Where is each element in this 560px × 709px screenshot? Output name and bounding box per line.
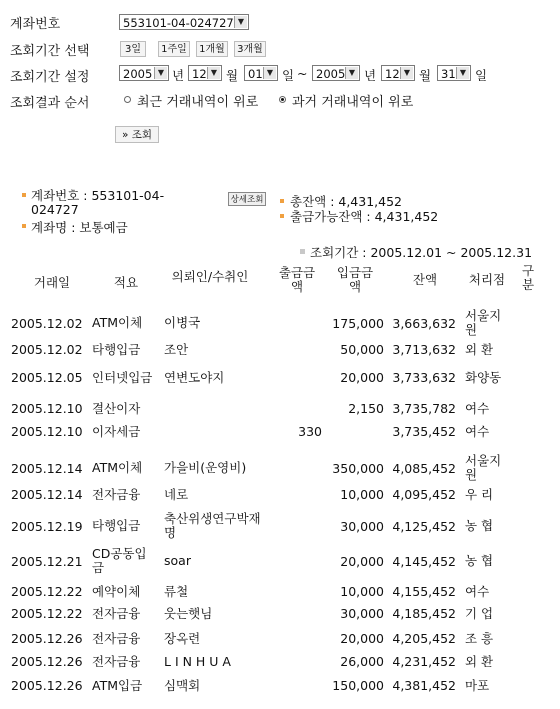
order-recent-label[interactable]: 최근 거래내역이 위로 xyxy=(137,95,259,110)
cell-date: 2005.12.02 xyxy=(11,342,83,357)
tilde-separator: ~ xyxy=(297,66,308,81)
cell-branch: 마포 xyxy=(465,678,490,693)
from-day-select[interactable] xyxy=(244,65,278,81)
cell-deposit: 50,000 xyxy=(340,342,384,357)
cell-balance: 4,095,452 xyxy=(392,487,456,502)
cell-deposit: 26,000 xyxy=(340,654,384,669)
cell-memo: 타행입금 xyxy=(92,518,141,533)
cell-party: 심맥회 xyxy=(164,678,201,693)
from-year-value: 2005 xyxy=(123,67,153,81)
cell-deposit: 20,000 xyxy=(340,631,384,646)
cell-balance: 4,231,452 xyxy=(392,654,456,669)
cell-party: 연변도야지 xyxy=(164,370,225,385)
period-set-label: 조회기간 설정 xyxy=(10,70,90,85)
cell-party: 축산위생연구박재명 xyxy=(164,511,261,540)
header-branch: 처리점 xyxy=(468,272,506,287)
cell-branch: 여수 xyxy=(465,424,490,439)
cell-branch: 서울지원 xyxy=(465,453,502,482)
cell-party: 네로 xyxy=(164,487,189,502)
cell-branch: 조 흥 xyxy=(465,631,494,646)
order-past-radio[interactable] xyxy=(279,96,286,103)
cell-date: 2005.12.14 xyxy=(11,461,83,476)
order-label: 조회결과 순서 xyxy=(10,96,90,111)
cell-balance: 4,205,452 xyxy=(392,631,456,646)
chevron-down-icon: ▼ xyxy=(456,67,469,79)
cell-memo: 전자금융 xyxy=(92,654,141,669)
cell-branch: 기 업 xyxy=(465,606,494,621)
to-year-unit: 년 xyxy=(364,68,377,83)
cell-date: 2005.12.10 xyxy=(11,401,83,416)
cell-date: 2005.12.22 xyxy=(11,606,83,621)
chevron-down-icon: ▼ xyxy=(263,67,276,79)
available-balance: 출금가능잔액 : 4,431,452 xyxy=(290,209,439,224)
to-day-value: 31 xyxy=(441,67,456,81)
chevron-down-icon: ▼ xyxy=(207,67,220,79)
period-1month-button[interactable]: 1개월 xyxy=(196,41,228,57)
account-number-info: 계좌번호 : 553101-04- xyxy=(31,188,165,203)
cell-deposit: 2,150 xyxy=(348,401,384,416)
header-date: 거래일 xyxy=(33,275,71,290)
cell-party: L I N H U A xyxy=(164,654,231,669)
cell-deposit: 150,000 xyxy=(332,678,384,693)
header-withdraw: 출금금액 xyxy=(278,265,316,294)
cell-balance: 4,125,452 xyxy=(392,519,456,534)
inquiry-period: 조회기간 : 2005.12.01 ~ 2005.12.31 xyxy=(310,245,533,260)
cell-branch: 여수 xyxy=(465,584,490,599)
cell-balance: 4,085,452 xyxy=(392,461,456,476)
to-year-value: 2005 xyxy=(316,67,346,81)
cell-memo: 이자세금 xyxy=(92,424,141,439)
to-month-value: 12 xyxy=(385,67,400,81)
period-3day-button[interactable]: 3일 xyxy=(120,41,146,57)
chevron-down-icon: ▼ xyxy=(234,16,247,28)
to-month-select[interactable] xyxy=(381,65,415,81)
bullet-icon xyxy=(22,193,26,197)
from-year-unit: 년 xyxy=(172,68,185,83)
cell-memo: ATM이체 xyxy=(92,460,143,475)
cell-deposit: 175,000 xyxy=(332,316,384,331)
header-balance: 잔액 xyxy=(412,272,438,287)
cell-memo: 예약이체 xyxy=(92,584,141,599)
period-1week-button[interactable]: 1주일 xyxy=(158,41,190,57)
cell-memo: 전자금융 xyxy=(92,631,141,646)
cell-memo: 결산이자 xyxy=(92,401,141,416)
square-bullet-icon xyxy=(300,249,305,254)
cell-balance: 4,155,452 xyxy=(392,584,456,599)
cell-balance: 4,145,452 xyxy=(392,554,456,569)
account-name-info: 계좌명 : 보통예금 xyxy=(31,220,128,235)
to-day-select[interactable] xyxy=(437,65,471,81)
cell-branch: 외 환 xyxy=(465,654,494,669)
to-year-select[interactable] xyxy=(312,65,360,81)
to-day-unit: 일 xyxy=(475,68,488,83)
chevron-down-icon: ▼ xyxy=(345,67,358,79)
cell-balance: 4,185,452 xyxy=(392,606,456,621)
cell-deposit: 20,000 xyxy=(340,370,384,385)
header-party: 의뢰인/수취인 xyxy=(171,269,249,284)
cell-branch: 여수 xyxy=(465,401,490,416)
from-month-unit: 월 xyxy=(226,68,239,83)
cell-party: 류철 xyxy=(164,584,189,599)
header-memo: 적요 xyxy=(113,275,139,290)
chevron-down-icon: ▼ xyxy=(154,67,167,79)
cell-deposit: 350,000 xyxy=(332,461,384,476)
cell-party: 장옥련 xyxy=(164,631,201,646)
cell-memo: 타행입금 xyxy=(92,342,141,357)
cell-party: soar xyxy=(164,553,191,568)
cell-branch: 농 협 xyxy=(465,553,494,568)
cell-branch: 서울지원 xyxy=(465,308,502,337)
from-day-unit: 일 xyxy=(282,68,295,83)
cell-memo: CD공동입금 xyxy=(92,546,147,575)
cell-date: 2005.12.22 xyxy=(11,584,83,599)
header-type: 구분 xyxy=(521,263,535,292)
cell-date: 2005.12.05 xyxy=(11,370,83,385)
account-select[interactable] xyxy=(119,14,249,30)
account-number-tail: 024727 xyxy=(31,202,79,217)
cell-deposit: 10,000 xyxy=(340,584,384,599)
cell-date: 2005.12.26 xyxy=(11,631,83,646)
from-day-value: 01 xyxy=(248,67,263,81)
cell-withdraw: 330 xyxy=(298,424,322,439)
account-select-value: 553101-04-024727 xyxy=(123,16,234,30)
cell-date: 2005.12.10 xyxy=(11,424,83,439)
cell-deposit: 10,000 xyxy=(340,487,384,502)
cell-party: 웃는햇님 xyxy=(164,606,213,621)
cell-balance: 4,381,452 xyxy=(392,678,456,693)
from-month-value: 12 xyxy=(192,67,207,81)
search-button[interactable]: » 조회 xyxy=(115,126,159,143)
bullet-icon xyxy=(22,224,26,228)
cell-deposit: 30,000 xyxy=(340,606,384,621)
cell-deposit: 30,000 xyxy=(340,519,384,534)
bullet-icon xyxy=(280,214,284,218)
period-3month-button[interactable]: 3개월 xyxy=(234,41,266,57)
cell-date: 2005.12.26 xyxy=(11,654,83,669)
cell-memo: 인터넷입금 xyxy=(92,370,153,385)
to-month-unit: 월 xyxy=(419,68,432,83)
detail-view-button[interactable]: 상세조회 xyxy=(228,192,266,206)
cell-date: 2005.12.14 xyxy=(11,487,83,502)
chevron-down-icon: ▼ xyxy=(400,67,413,79)
cell-memo: ATM입금 xyxy=(92,678,143,693)
cell-balance: 3,735,782 xyxy=(392,401,456,416)
cell-memo: ATM이체 xyxy=(92,315,143,330)
cell-party: 가을비(운영비) xyxy=(164,460,247,475)
bullet-icon xyxy=(280,199,284,203)
cell-date: 2005.12.21 xyxy=(11,554,83,569)
cell-balance: 3,713,632 xyxy=(392,342,456,357)
cell-deposit: 20,000 xyxy=(340,554,384,569)
cell-branch: 농 협 xyxy=(465,518,494,533)
cell-balance: 3,733,632 xyxy=(392,370,456,385)
header-deposit: 입금금액 xyxy=(336,265,374,294)
cell-party: 조안 xyxy=(164,342,189,357)
cell-memo: 전자금융 xyxy=(92,487,141,502)
from-month-select[interactable] xyxy=(188,65,222,81)
total-balance: 총잔액 : 4,431,452 xyxy=(290,194,403,209)
cell-date: 2005.12.02 xyxy=(11,316,83,331)
cell-branch: 우 리 xyxy=(465,487,494,502)
cell-balance: 3,663,632 xyxy=(392,316,456,331)
from-year-select[interactable] xyxy=(119,65,169,81)
cell-party: 이병국 xyxy=(164,315,201,330)
cell-date: 2005.12.19 xyxy=(11,519,83,534)
order-past-label[interactable]: 과거 거래내역이 위로 xyxy=(292,95,414,110)
cell-branch: 외 환 xyxy=(465,342,494,357)
period-select-label: 조회기간 선택 xyxy=(10,44,90,59)
cell-branch: 화양동 xyxy=(465,370,502,385)
cell-memo: 전자금융 xyxy=(92,606,141,621)
cell-date: 2005.12.26 xyxy=(11,678,83,693)
order-recent-radio[interactable] xyxy=(124,96,131,103)
cell-balance: 3,735,452 xyxy=(392,424,456,439)
account-label: 계좌번호 xyxy=(10,17,61,32)
